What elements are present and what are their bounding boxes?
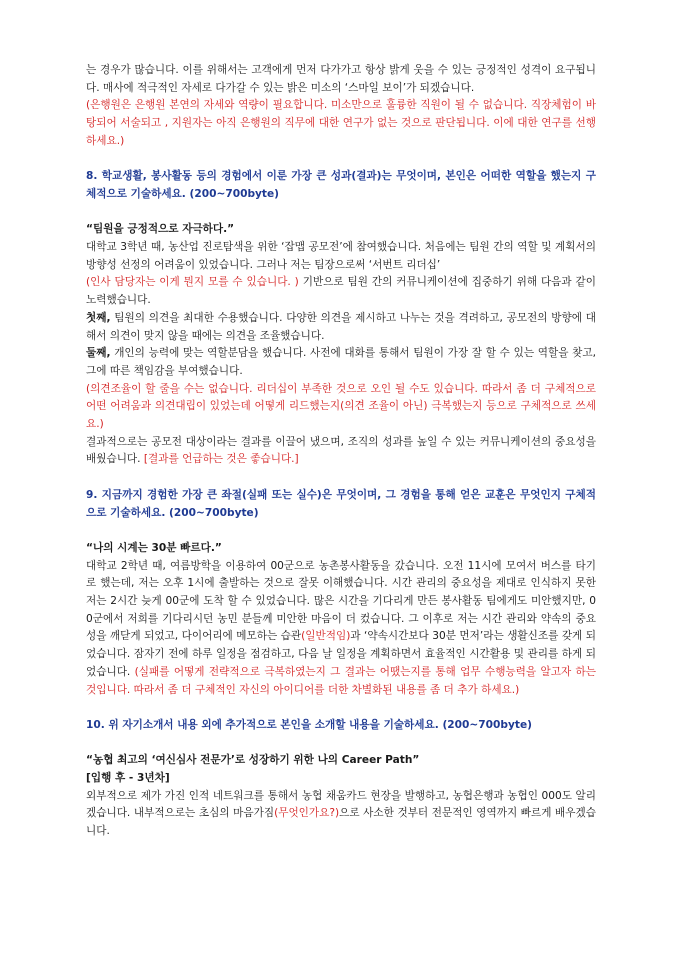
paragraph-continuation: 는 경우가 많습니다. 이를 위해서는 고객에게 먼저 다가가고 항상 밝게 웃을 수 있는 긍정적인 성격이 요구됩니다. 매사에 적극적인 자세로 다가갈 수 있는 밝은 미소의 ‘스마일 보이’가 되겠습니다. xyxy=(86,64,596,94)
answer-9-paragraph xyxy=(86,558,596,700)
reviewer-comment: (실패를 어떻게 전략적으로 극복하였는지 그 결과는 어땠는지를 통해 업무 수행능력을 알고자 하는 것입니다. 따라서 좀 더 구체적인 자신의 아이디어를 더한 차별화된 내용를 좀 더 추가 하세요.) xyxy=(86,665,596,696)
document-body xyxy=(86,62,596,841)
answer-9-subtitle: “나의 시계는 30분 빠르다.” xyxy=(86,541,222,554)
spacer xyxy=(86,735,596,753)
reviewer-comment: (무엇인가요?) xyxy=(274,807,340,820)
spacer xyxy=(86,151,596,169)
answer-8-text: 기반으로 팀원 간의 커뮤니케이션에 집중하기 위해 다음과 같이 노력했습니다. xyxy=(86,276,596,307)
spacer xyxy=(86,522,596,540)
answer-10-period: [입행 후 - 3년차] xyxy=(86,772,170,785)
reviewer-comment: (인사 담당자는 이게 뭔지 모를 수 있습니다. ) xyxy=(86,276,299,289)
answer-8-subtitle: “팀원을 긍정적으로 자극하다.” xyxy=(86,223,235,236)
answer-10-text: 외부적으로 제가 가진 인적 네트워크를 통해서 농협 채움카드 현장을 발행하고, 농협은행과 농협인 000도 알리겠습니다. 내부적으로는 초심의 마음가짐 xyxy=(86,789,596,820)
result-text: 결과적으로는 공모전 대상이라는 결과를 이끌어 냈으며, 조직의 성과를 높일 수 있는 커뮤니케이션의 중요성을 배웠습니다. xyxy=(86,435,596,466)
question-8: 8. 학교생활, 봉사활동 등의 경험에서 이룬 가장 큰 성과(결과)는 무엇이며, 본인은 어떠한 역할을 했는지 구체적으로 기술하세요. (200~700byte) xyxy=(86,170,596,200)
answer-8-second-point xyxy=(86,345,596,380)
second-label: 둘째, xyxy=(86,347,111,360)
first-label: 첫째, xyxy=(86,311,111,324)
answer-10-subtitle: “농협 최고의 ‘여신심사 전문가’로 성장하기 위한 나의 Career Path” xyxy=(86,754,420,767)
answer-8-text: 대학교 3학년 때, 농산업 진로탐색을 위한 ‘잡맵 공모전’에 참여했습니다. 처음에는 팀원 간의 역할 및 계획서의 방향성 선정의 어려움이 있었습니다. 그러나 저는 팀장으로써 ‘서번트 리더십’ xyxy=(86,241,596,271)
answer-8-first-point xyxy=(86,310,596,345)
reviewer-comment: (은행원은 은행원 본연의 자세와 역량이 필요합니다. 미소만으로 훌륭한 직원이 될 수 없습니다. 직장체험이 바탕되어 서술되고 , 지원자는 아직 은행원의 직무에 대한 연구가 없는 것으로 판단됩니다. 이에 대한 연구를 선행 하세요.) xyxy=(86,99,596,147)
answer-10-text: 으로 사소한 것부터 전문적인 영역까지 빠르게 배우겠습니다. xyxy=(86,807,596,838)
answer-8-paragraph xyxy=(86,239,596,310)
spacer xyxy=(86,204,596,222)
reviewer-comment: (일반적임) xyxy=(301,630,351,643)
answer-10-paragraph xyxy=(86,788,596,841)
spacer xyxy=(86,469,596,487)
first-text: 팀원의 의견을 최대한 수용했습니다. 다양한 의견을 제시하고 나누는 것을 격려하고, 공모전의 방향에 대해서 의견이 맞지 않을 때에는 의견을 조율했습니다. xyxy=(86,311,596,342)
second-text: 개인의 능력에 맞는 역할분담을 했습니다. 사전에 대화를 통해서 팀원이 가장 잘 할 수 있는 역할을 찾고, 그에 따른 책임감을 부여했습니다. xyxy=(86,347,596,377)
reviewer-comment: [결과를 언급하는 것은 좋습니다.] xyxy=(143,453,299,466)
reviewer-comment: (의견조율이 할 줄을 수는 없습니다. 리더십이 부족한 것으로 오인 될 수도 있습니다. 따라서 좀 더 구체적으로 어떤 어려움과 의견대립이 있었는데 어떻게 리드했는지(의견 조율이 아닌) 극복했는지 등으로 구체적으로 쓰세요.) xyxy=(86,382,596,431)
question-10: 10. 위 자기소개서 내용 외에 추가적으로 본인을 소개할 내용을 기술하세요. (200~700byte) xyxy=(86,718,532,731)
answer-9-text: 과 ‘약속시간보다 30분 먼저’라는 생활신조를 갖게 되었습니다. 잠자기 전에 하루 일정을 점검하고, 다음 날 일정을 계획하면서 효율적인 시간활용 및 관리를 하게 되었습니다. xyxy=(86,630,596,678)
spacer xyxy=(86,699,596,717)
answer-8-result xyxy=(86,434,596,469)
question-9: 9. 지금까지 경험한 가장 큰 좌절(실패 또는 실수)은 무엇이며, 그 경험을 통해 얻은 교훈은 무엇인지 구체적으로 기술하세요. (200~700byte) xyxy=(86,488,596,519)
answer-9-text: 대학교 2학년 때, 여름방학을 이용하여 00군으로 농촌봉사활동을 갔습니다. 오전 11시에 모여서 버스를 타기로 했는데, 저는 오후 1시에 출발하는 것으로 잘못 이해했습니다. 시간 관리의 중요성을 제대로 인식하지 못한 저는 2시간 늦게 00군에 도착 할 수 있었습니다. 많은 시간을 기다리게 만든 봉사활동 팀에게도 미안했지만, 00군에서 저희를 기다리시던 농민 분들께 미안한 마음이 더 컸습니다. 그 이후로 저는 시간 관리와 약속의 중요성을 깨닫게 되었고, 다이어리에 메모하는 습관 xyxy=(86,559,596,643)
